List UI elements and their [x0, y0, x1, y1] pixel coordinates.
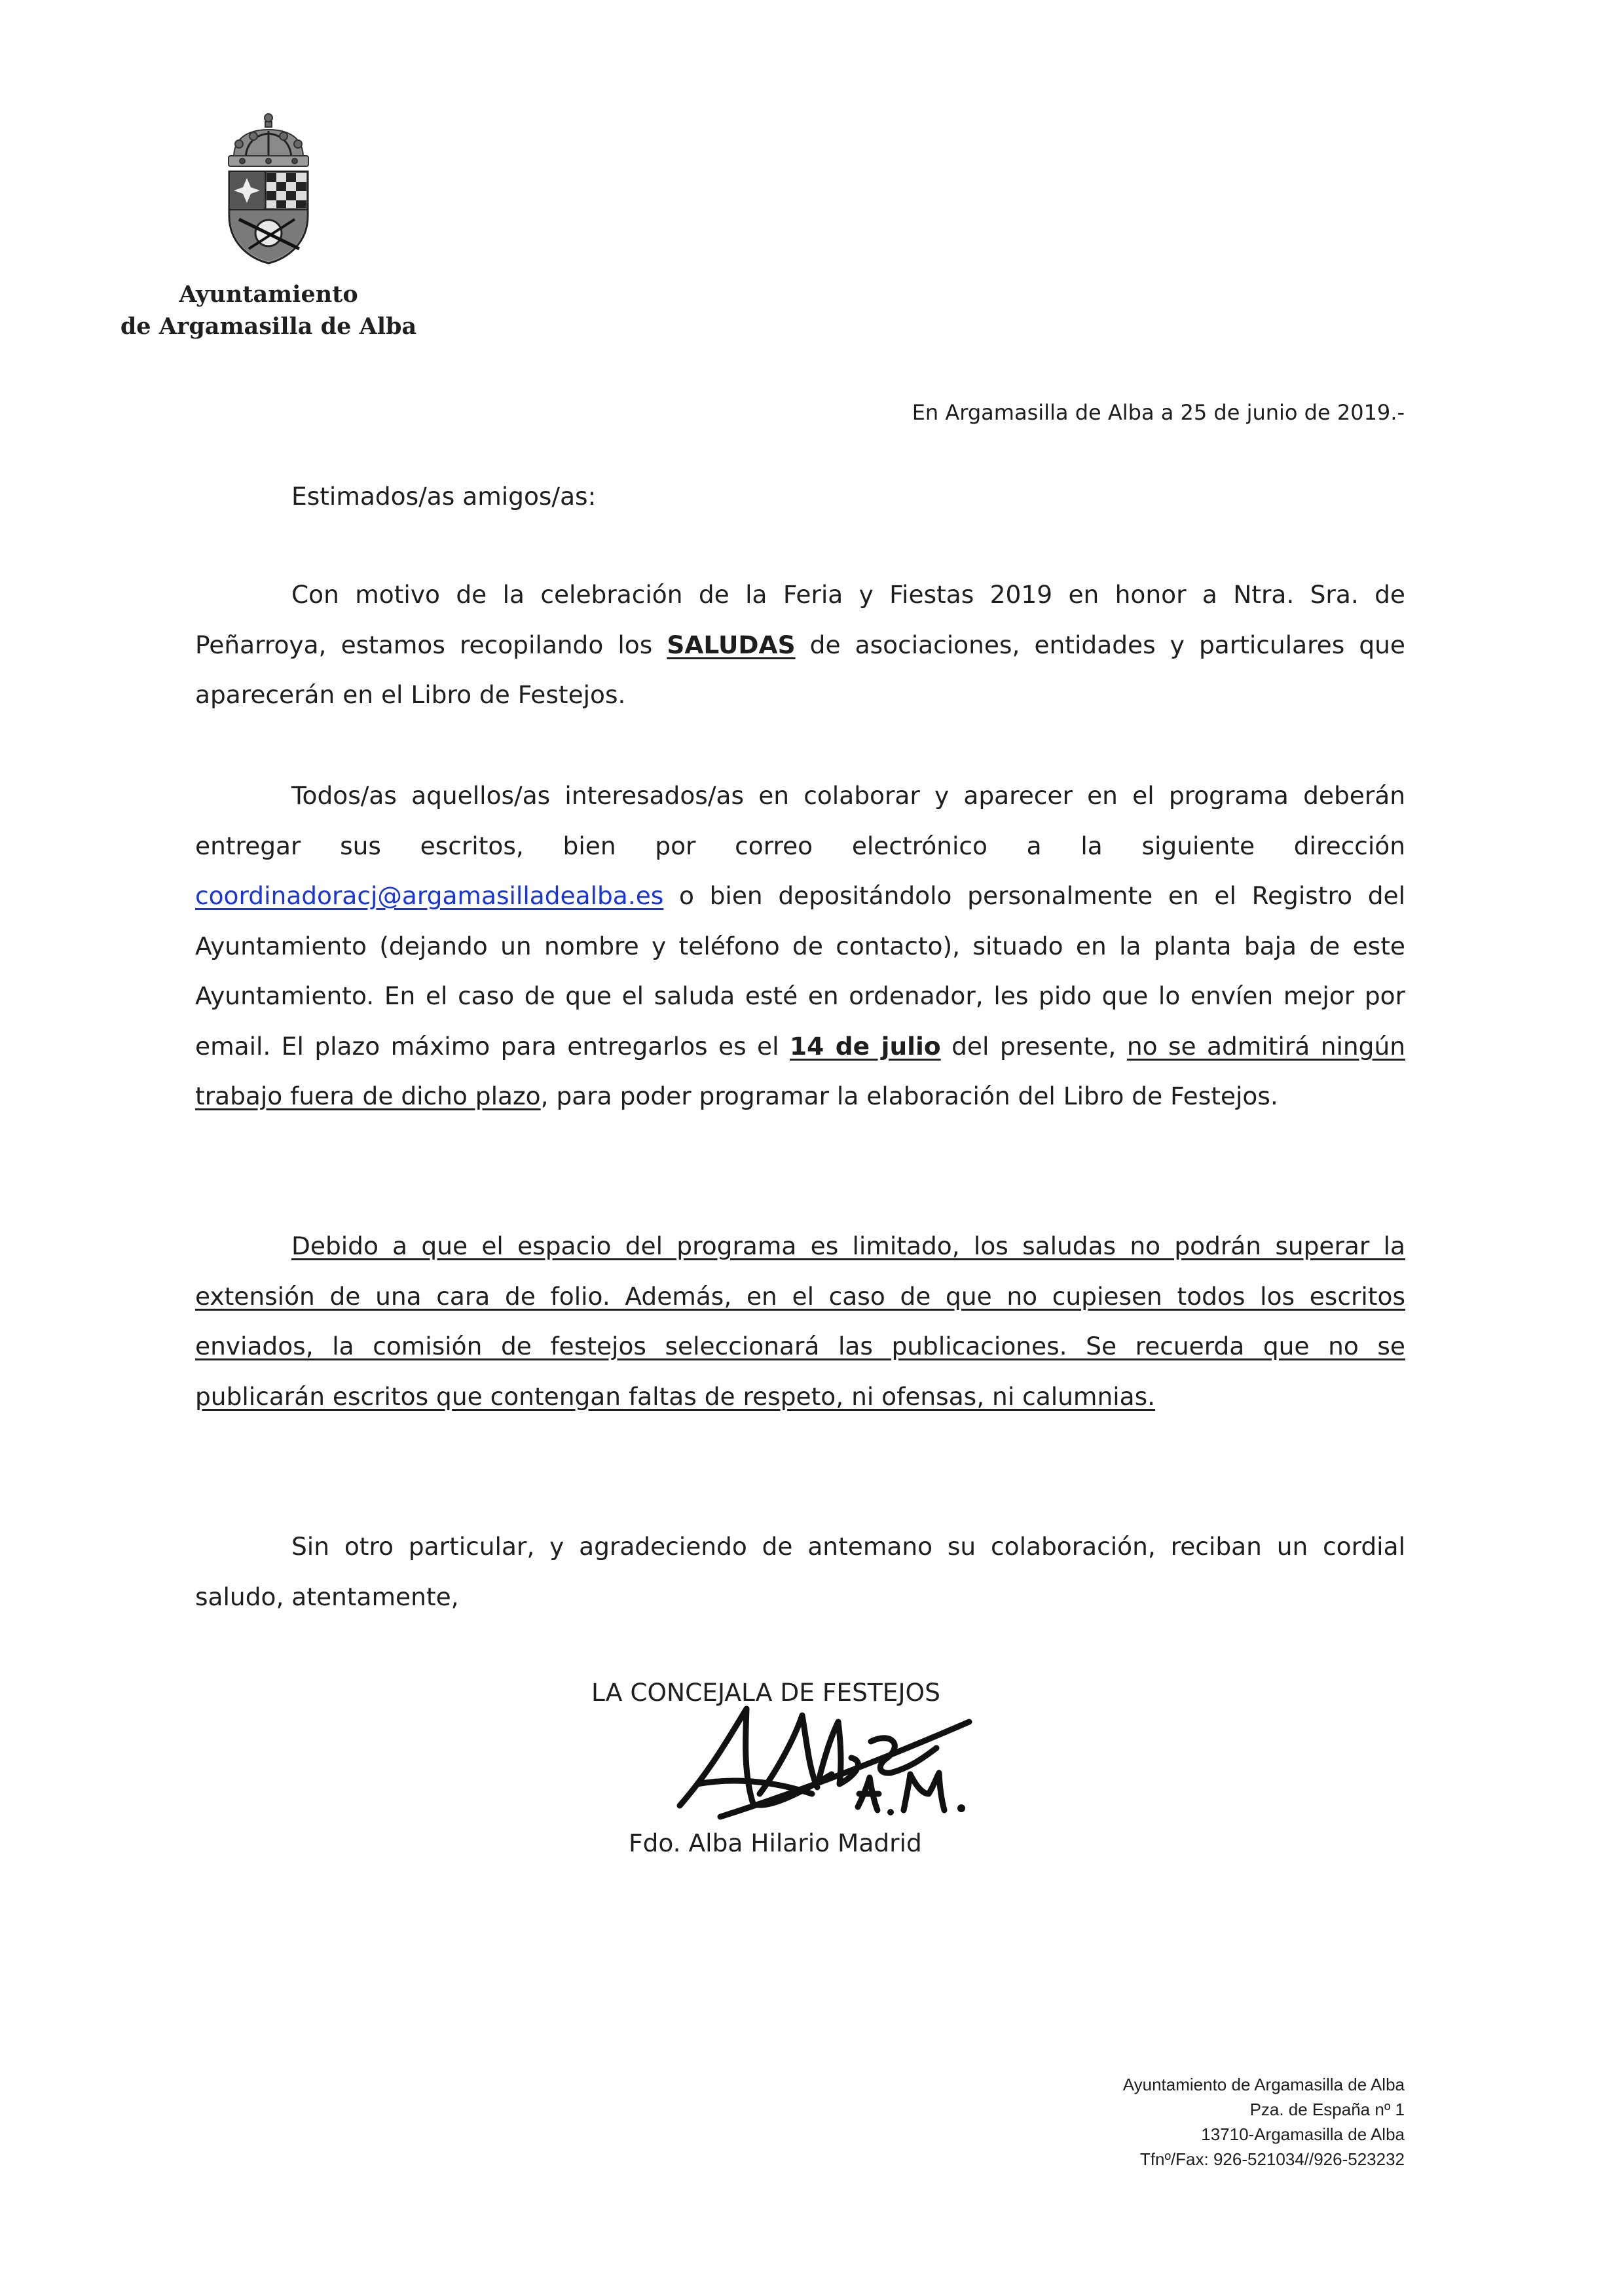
- footer-address: [946, 2072, 1405, 2172]
- org-name-line1: Ayuntamiento: [179, 281, 358, 308]
- paragraph-1-after: de asociaciones, entidades y particulares que aparecerán en el Libro de Festejos.: [195, 630, 1405, 709]
- footer-line1: Ayuntamiento de Argamasilla de Alba: [1122, 2075, 1405, 2094]
- paragraph-2: [195, 771, 1405, 1121]
- org-name-line2: de Argamasilla de Alba: [120, 313, 417, 340]
- footer-line3: 13710-Argamasilla de Alba: [1201, 2124, 1405, 2144]
- paragraph-2-part2: o bien depositándolo personalmente en el Registro del Ayuntamiento (dejando un nombre y teléfono de contacto), situado en la planta baja de este Ayuntamiento. En el caso de que el saluda esté en ordenador, les pido que lo envíen mejor por email. El plazo máximo para entregarlos es el: [195, 881, 1405, 1061]
- paragraph-2-part1: Todos/as aquellos/as interesados/as en colaborar y aparecer en el programa deberán entregar sus escritos, bien por correo electrónico a la siguiente dirección: [195, 781, 1405, 860]
- email-link[interactable]: coordinadoracj@argamasilladealba.es: [195, 881, 664, 910]
- signer-name: Fdo. Alba Hilario Madrid: [629, 1829, 922, 1857]
- paragraph-1: [195, 570, 1405, 720]
- paragraph-4-text: Sin otro particular, y agradeciendo de antemano su colaboración, reciban un cordial saludo, atentamente,: [195, 1532, 1405, 1611]
- signer-title: LA CONCEJALA DE FESTEJOS: [591, 1678, 940, 1707]
- deadline-date: 14 de julio: [790, 1031, 941, 1061]
- paragraph-1-before: Con motivo de la celebración de la Feria y Fiestas 2019 en honor a Ntra. Sra. de Peñarroya, estamos recopilando los: [195, 580, 1405, 659]
- paragraph-2-part4: , para poder programar la elaboración del Libro de Festejos.: [540, 1082, 1278, 1110]
- greeting: [195, 471, 1405, 522]
- deadline-warning: no se admitirá ningún trabajo fuera de dicho plazo: [195, 1031, 1405, 1110]
- date-line: En Argamasilla de Alba a 25 de junio de 2019.-: [912, 400, 1405, 425]
- footer-line4: Tfnº/Fax: 926-521034//926-523232: [1139, 2149, 1405, 2169]
- paragraph-4: [195, 1522, 1405, 1622]
- organization-name: [118, 278, 419, 342]
- handwritten-signature: [661, 1696, 1002, 1840]
- paragraph-3: [195, 1221, 1405, 1421]
- greeting-text: Estimados/as amigos/as:: [291, 482, 597, 511]
- paragraph-3-text: Debido a que el espacio del programa es limitado, los saludas no podrán superar la extensión de una cara de folio. Además, en el caso de que no cupiesen todos los escritos enviados, la comisión de festejos seleccionará las publicaciones. Se recuerda que no se publicarán escritos que contengan faltas de respeto, ni ofensas, ni calumnias.: [195, 1231, 1405, 1411]
- municipal-coat-of-arms-icon: [219, 111, 318, 268]
- paragraph-2-part3: del presente,: [940, 1031, 1127, 1061]
- footer-line2: Pza. de España nº 1: [1249, 2100, 1405, 2119]
- saludas-highlight: SALUDAS: [667, 630, 796, 659]
